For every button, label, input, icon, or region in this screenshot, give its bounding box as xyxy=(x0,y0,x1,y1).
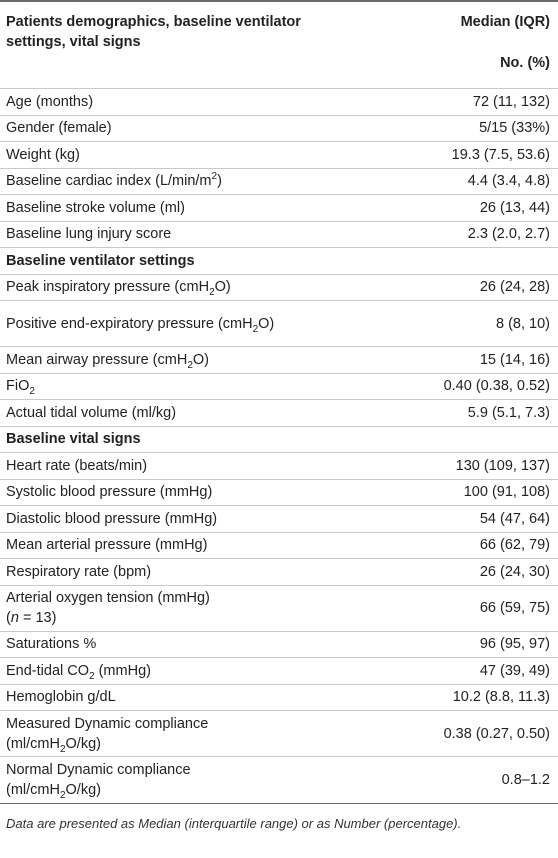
table-footnote: Data are presented as Median (interquartile range) or as Number (percentage). xyxy=(6,816,462,831)
row-label: End-tidal $CO_2$ (mmHg) xyxy=(6,662,151,682)
row-value: 130 (109, 137) xyxy=(455,457,550,474)
header-col2 xyxy=(461,12,550,88)
row-value: 0.40 (0.38, 0.52) xyxy=(443,378,550,395)
table-row xyxy=(0,711,558,757)
row-label: Hemoglobin g/dL xyxy=(6,689,116,706)
row-value: 5.9 (5.1, 7.3) xyxy=(467,404,550,421)
row-label: Weight (kg) xyxy=(6,146,80,163)
row-value: 26 (24, 28) xyxy=(479,279,550,296)
row-value: 26 (24, 30) xyxy=(479,563,550,580)
table-row xyxy=(0,632,558,659)
row-label: Baseline cardiac index $(L/\min/m^2)$ xyxy=(6,171,222,190)
row-value: 54 (47, 64) xyxy=(479,510,550,527)
table-row xyxy=(0,195,558,222)
row-label: Peak inspiratory pressure (cmH$_2$O) xyxy=(6,279,231,299)
row-label: Baseline lung injury score xyxy=(6,226,172,243)
table-row xyxy=(0,685,558,712)
row-label: Diastolic blood pressure (mmHg) xyxy=(6,510,218,527)
table-row xyxy=(0,275,558,302)
row-value: 5/15 (33%) xyxy=(479,120,550,137)
table-row xyxy=(0,116,558,143)
row-value: 66 (62, 79) xyxy=(479,537,550,554)
table-row xyxy=(0,658,558,685)
row-value: 26 (13, 44) xyxy=(479,199,550,216)
row-value: 4.4 (3.4, 4.8) xyxy=(467,173,550,190)
table-row xyxy=(0,89,558,116)
table-row xyxy=(0,559,558,586)
table-row xyxy=(0,480,558,507)
row-label: FiO$_2$ xyxy=(6,378,35,398)
row-value: 19.3 (7.5, 53.6) xyxy=(451,146,550,163)
row-label: Mean arterial pressure (mmHg) xyxy=(6,537,208,554)
row-value: 72 (11, 132) xyxy=(472,93,550,110)
row-value: 47 (39, 49) xyxy=(479,662,550,679)
table-header xyxy=(0,2,558,88)
section-row xyxy=(0,427,558,454)
row-label: Gender (female) xyxy=(6,120,112,137)
row-value: 8 (8, 10) xyxy=(496,315,550,332)
table-row xyxy=(0,222,558,249)
row-label: Saturations % xyxy=(6,636,97,653)
row-value: 10.2 (8.8, 11.3) xyxy=(452,689,550,706)
row-value: 100 (91, 108) xyxy=(463,484,550,501)
row-label: Baseline stroke volume (ml) xyxy=(6,199,185,216)
row-label: Systolic blood pressure (mmHg) xyxy=(6,484,213,501)
row-value: 0.38 (0.27, 0.50) xyxy=(443,725,550,742)
table-row xyxy=(0,400,558,427)
row-label: Normal Dynamic compliance (ml/cmH$_2$O/kg) xyxy=(6,762,191,801)
row-value: 0.8–1.2 xyxy=(501,772,550,788)
row-label: Arterial oxygen tension (mmHg) (n = 13) xyxy=(6,590,210,626)
section-label: Baseline vital signs xyxy=(6,431,141,448)
row-value: 66 (59, 75) xyxy=(479,600,550,616)
row-label: Heart rate (beats/min) xyxy=(6,457,148,474)
header-col2-line1: Median (IQR) xyxy=(460,14,550,30)
table-row xyxy=(0,347,558,374)
header-col2-line2: No. (%) xyxy=(500,55,550,71)
row-label: Mean airway pressure (cmH$_2$O) xyxy=(6,351,209,371)
table-row xyxy=(0,586,558,632)
table-row xyxy=(0,374,558,401)
table-row xyxy=(0,142,558,169)
row-value: 2.3 (2.0, 2.7) xyxy=(467,226,550,243)
table-row xyxy=(0,169,558,196)
header-col1: Patients demographics, baseline ventilator settings, vital signs xyxy=(6,14,301,50)
row-value: 96 (95, 97) xyxy=(479,636,550,653)
table-row xyxy=(0,533,558,560)
table-row xyxy=(0,757,558,803)
row-label: Measured Dynamic compliance (ml/cmH$_2$O/kg) xyxy=(6,715,209,755)
table-row xyxy=(0,506,558,533)
row-value: 15 (14, 16) xyxy=(479,351,550,368)
section-row xyxy=(0,248,558,275)
row-label: Respiratory rate (bpm) xyxy=(6,563,152,580)
row-label: Age (months) xyxy=(6,93,94,110)
row-label: Actual tidal volume (ml/kg) xyxy=(6,404,177,421)
table-row xyxy=(0,453,558,480)
row-label: Positive end-expiratory pressure (cmH$_2$O) xyxy=(6,315,275,335)
table-row xyxy=(0,301,558,347)
section-label: Baseline ventilator settings xyxy=(6,252,195,269)
